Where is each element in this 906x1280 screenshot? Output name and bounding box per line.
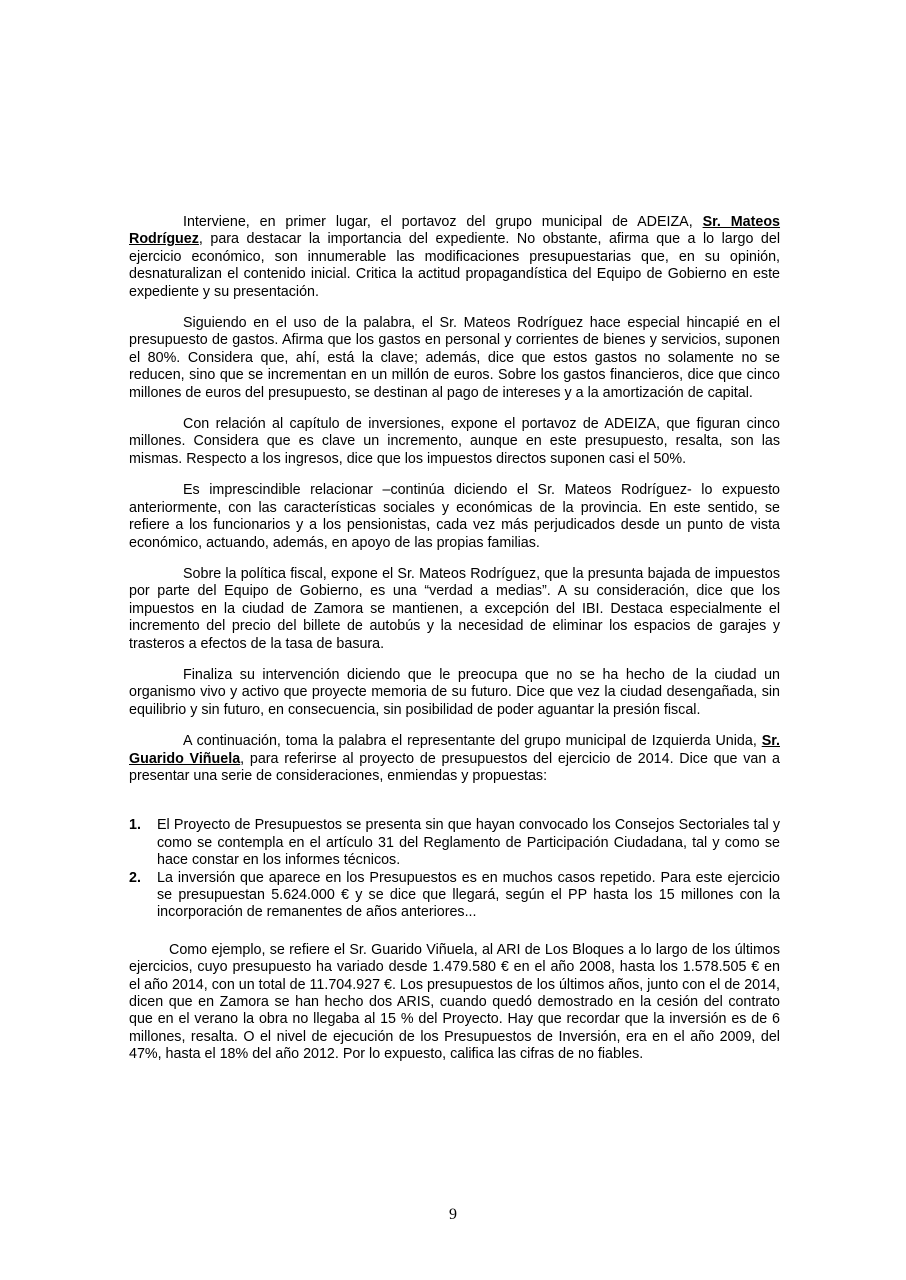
numbered-list: [129, 817, 780, 921]
page-number: 9: [449, 1206, 457, 1223]
paragraph-text: Interviene, en primer lugar, el portavoz del grupo municipal de ADEIZA,: [183, 214, 703, 230]
paragraph-text: A continuación, toma la palabra el representante del grupo municipal de Izquierda Unida,: [183, 733, 762, 750]
paragraph: [129, 733, 780, 785]
list-item-text: La inversión que aparece en los Presupuestos es en muchos casos repetido. Para este ejercicio se presupuestan 5.624.000 € y se dice que llegará, según el PP hasta los 15 millones con la incorporación de remanentes de años anteriores...: [157, 869, 780, 921]
paragraph: Finaliza su intervención diciendo que le preocupa que no se ha hecho de la ciudad un organismo vivo y activo que proyecte memoria de su futuro. Dice que vez la ciudad desengañada, sin equilibrio y sin futuro, en consecuencia, sin posibilidad de poder aguantar la presión fiscal.: [129, 666, 780, 718]
paragraph-text: , para destacar la importancia del expediente. No obstante, afirma que a lo largo del ejercicio económico, son innumerable las modificaciones presupuestarias que, en su opinión, desnaturalizan el contenido inicial. Critica la actitud propagandística del Equipo de Gobierno en este expediente y su presentación.: [129, 231, 780, 300]
paragraph-text: , para referirse al proyecto de presupuestos del ejercicio de 2014. Dice que van a presentar una serie de consideraciones, enmiendas y propuestas:: [129, 750, 780, 784]
paragraph: Es imprescindible relacionar –continúa diciendo el Sr. Mateos Rodríguez- lo expuesto anteriormente, con las características sociales y económicas de la provincia. En este sentido, se refiere a los funcionarios y a los pensionistas, cada vez más perjudicados desde un punto de vista económico, actuando, además, en apoyo de las propias familias.: [129, 482, 780, 551]
paragraph: Con relación al capítulo de inversiones, expone el portavoz de ADEIZA, que figuran cinco millones. Considera que es clave un incremento, aunque en este presupuesto, resalta, son las mismas. Respecto a los ingresos, dice que los impuestos directos suponen casi el 50%.: [129, 416, 780, 467]
document-body: [129, 214, 780, 1078]
speaker-name: Sr. Guarido Viñuela: [129, 733, 780, 767]
paragraph: Sobre la política fiscal, expone el Sr. Mateos Rodríguez, que la presunta bajada de impuestos por parte del Equipo de Gobierno, es una “verdad a medias”. A su consideración, dice que los impuestos en la ciudad de Zamora se mantienen, a excepción del IBI. Destaca especialmente el incremento del precio del billete de autobús y la necesidad de eliminar los espacios de garajes y trasteros a efectos de la tasa de basura.: [129, 565, 780, 652]
paragraph: [129, 214, 780, 301]
list-number: 1.: [129, 817, 141, 834]
list-item: [129, 817, 780, 869]
closing-paragraph: Como ejemplo, se refiere el Sr. Guarido Viñuela, al ARI de Los Bloques a lo largo de los últimos ejercicios, cuyo presupuesto ha variado desde 1.479.580 € en el año 2008, hasta los 1.578.505 € en el año 2014, con un total de 11.704.927 €. Los presupuestos de los últimos años, junto con el de 2014, dicen que en Zamora se han hecho dos ARIS, cuando quedó demostrado en la cesión del contrato que en el verano la obra no llegaba al 15 % del Proyecto. Hay que recordar que la inversión es de 6 millones, resalta. O el nivel de ejecución de los Presupuestos de Inversión, era en el año 2009, del 47%, hasta el 18% del año 2012. Por lo expuesto, califica las cifras de no fiables.: [129, 941, 780, 1063]
list-number: 2.: [129, 869, 141, 886]
list-item-text: El Proyecto de Presupuestos se presenta sin que hayan convocado los Consejos Sectoriales tal y como se contempla en el artículo 31 del Reglamento de Participación Ciudadana, tal y como se hace constar en los informes técnicos.: [157, 817, 780, 869]
speaker-name: Sr. Mateos Rodríguez: [129, 214, 781, 248]
list-item: [129, 870, 780, 922]
paragraph: Siguiendo en el uso de la palabra, el Sr. Mateos Rodríguez hace especial hincapié en el presupuesto de gastos. Afirma que los gastos en personal y corrientes de bienes y servicios, suponen el 80%. Considera que, ahí, está la clave; además, dice que estos gastos no solamente no se reducen, sino que se incrementan en un millón de euros. Sobre los gastos financieros, dice que cinco millones de euros del presupuesto, se destinan al pago de intereses y a la amortización de capital.: [129, 315, 780, 401]
